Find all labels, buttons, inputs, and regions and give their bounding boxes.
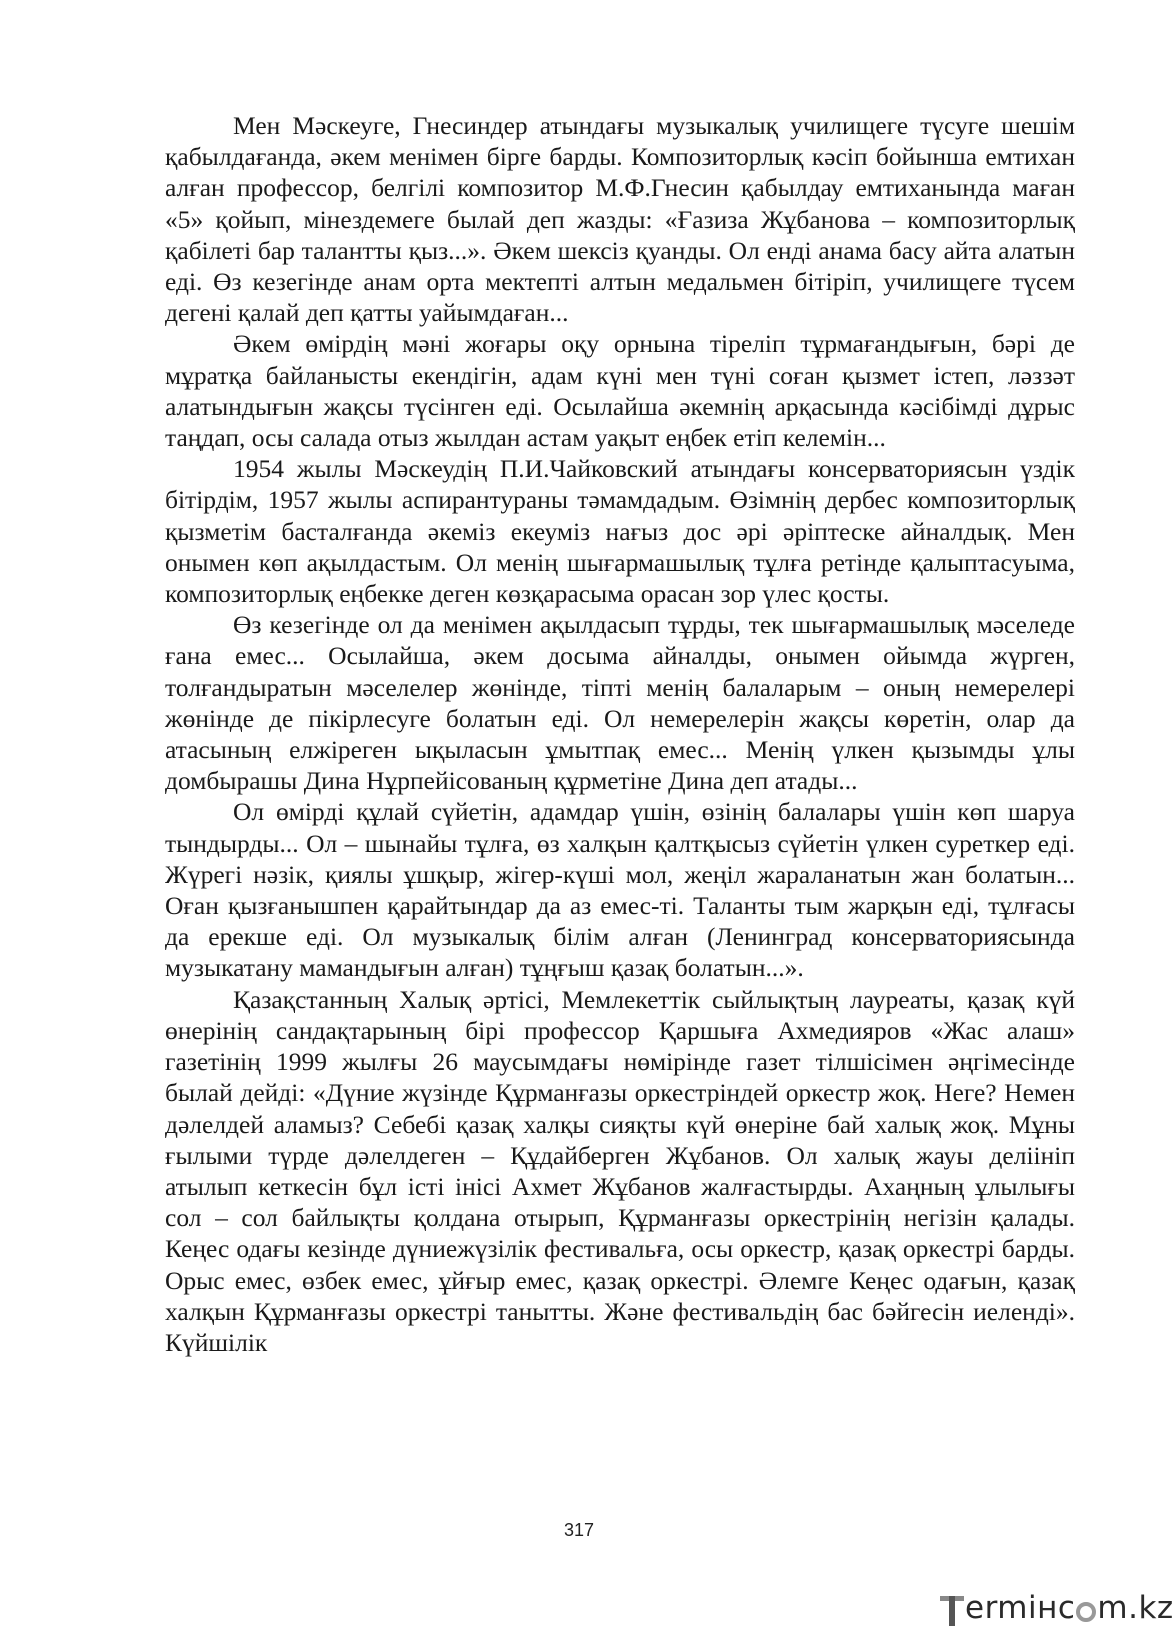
termincom-watermark <box>940 1582 1174 1626</box>
paragraph: Өз кезегінде ол да менімен ақылдасып тұрды, тек шығармашылық мәселеде ғана емес... Осылайша, әкем досыма айналды, онымен ойымда жүрген, толғандыратын мәселелер жөнінде, тіпті менің балаларым – оның немерелері жөнінде де пікірлесуге болатын еді. Ол немерелерін жақсы көретін, олар да атасының елжіреген ықыласын ұмытпақ емес... Менің үлкен қызымды ұлы домбырашы Дина Нұрпейісованың құрметіне Дина деп атады... <box>165 610 1075 796</box>
body-text <box>165 110 1075 1358</box>
watermark-text-part1: ermінc <box>965 1590 1076 1626</box>
paragraph: Ол өмірді құлай сүйетін, адамдар үшін, өзінің балалары үшін көп шаруа тындырды... Ол – шынайы тұлға, өз халқын қалтқысыз сүйетін үлкен суреткер еді. Жүрегі нәзік, қиялы ұшқыр, жігер-күші мол, жеңіл жараланатын жан болатын... Оған қызғанышпен қарайтындар да аз емес-ті. Таланты тым жарқын еді, тұлғасы да ерекше еді. Ол музыкалық білім алған (Ленинград консерваториясында музыкатану мамандығын алған) тұңғыш қазақ болатын...». <box>165 797 1075 983</box>
termincom-logo-icon <box>940 1592 964 1626</box>
paragraph: 1954 жылы Мәскеудің П.И.Чайковский атындағы консерваториясын үздік бітірдім, 1957 жылы аспирантураны тәмамдадым. Өзімнің дербес композиторлық қызметім басталғанда әкеміз екеуміз нағыз дос әрі әріптеске айналдық. Мен онымен көп ақылдастым. Ол менің шығармашылық тұлға ретінде қалыптасуыма, композиторлық еңбекке деген көзқарасыма орасан зор үлес қосты. <box>165 454 1075 609</box>
watermark-o-glyph <box>1076 1602 1096 1622</box>
watermark-text-part2: m.kz <box>1097 1590 1174 1626</box>
paragraph: Мен Мәскеуге, Гнесиндер атындағы музыкалық училищеге түсуге шешім қабылдағанда, әкем менімен бірге барды. Композиторлық кәсіп бойынша емтихан алған профессор, белгілі композитор М.Ф.Гнесин қабылдау емтиханында маған «5» қойып, мінездемеге былай деп жазды: «Ғазиза Жұбанова – композиторлық қабілеті бар талантты қыз...». Әкем шексіз қуанды. Ол енді анама басу айта алатын еді. Өз кезегінде анам орта мектепті алтын медальмен бітіріп, училищеге түсем дегені қалай деп қатты уайымдаған... <box>165 111 1075 328</box>
paragraph: Әкем өмірдің мәні жоғары оқу орнына тіреліп тұрмағандығын, бәрі де мұратқа байланысты екендігін, адам күні мен түні соған қызмет істеп, ләззәт алатындығын жақсы түсінген еді. Осылайша әкемнің арқасында кәсібімді дұрыс таңдап, осы салада отыз жылдан астам уақыт еңбек етіп келемін... <box>165 329 1075 453</box>
paragraph: Қазақстанның Халық әртісі, Мемлекеттік сыйлықтың лауреаты, қазақ күй өнерінің сандақтарының бірі профессор Қаршыға Ахмедияров «Жас алаш» газетінің 1999 жылғы 26 маусымдағы нөмірінде газет тілшісімен әңгімесінде былай дейді: «Дүние жүзінде Құрманғазы оркестріндей оркестр жоқ. Неге? Немен дәлелдей аламыз? Себебі қазақ халқы сияқты күй өнеріне бай халық жоқ. Мұны ғылыми түрде дәлелдеген – Құдайберген Жұбанов. Ол халық жауы деліініп атылып кеткесін бұл істі інісі Ахмет Жұбанов жалғастырды. Ахаңның ұлылығы сол – сол байлықты қолдана отырып, Құрманғазы оркестрінің негізін қалады. Кеңес одағы кезінде дүниежүзілік фестивальға, осы оркестр, қазақ оркестрі барды. Орыс емес, өзбек емес, ұйғыр емес, қазақ оркестрі. Әлемге Кеңес одағын, қазақ халқын Құрманғазы оркестрі танытты. Және фестивальдің бас бәйгесін иеленді». Күйшілік <box>165 984 1075 1357</box>
page-number: 317 <box>563 1520 595 1540</box>
